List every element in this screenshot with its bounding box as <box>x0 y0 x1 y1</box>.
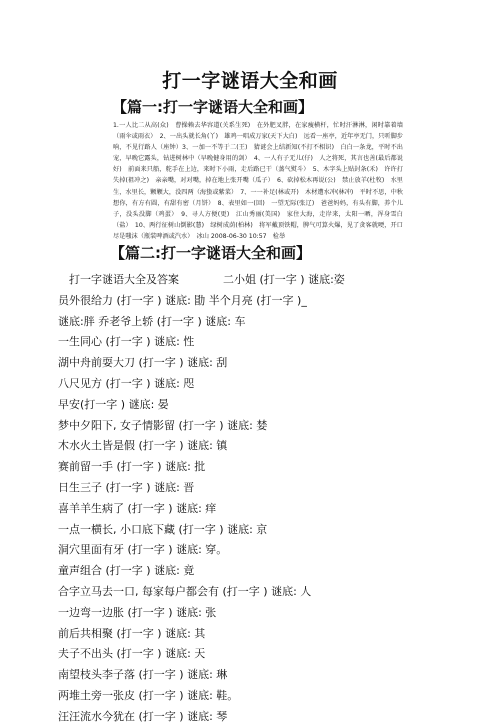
riddle-line: 八尺见方 (打一字 ) 谜底: 咫 <box>58 376 195 390</box>
riddle-list <box>58 270 398 728</box>
section-header-1: 【篇一:打一字谜语大全和画】 <box>112 98 313 116</box>
riddle-line: 合字立马去一口, 每家每户都会有 (打一字 ) 谜底: 人 <box>58 584 312 598</box>
riddle-line: 南望枝头李子落 (打一字 ) 谜底: 琳 <box>58 668 228 682</box>
riddle-line: 一生同心 (打一字 ) 谜底: 性 <box>58 335 195 349</box>
riddle-line: 童声组合 (打一字 ) 谜底: 竟 <box>58 564 195 578</box>
riddle-line: 日生三子 (打一字 ) 谜底: 晋 <box>58 480 195 494</box>
riddle-line: 打一字谜语大全及答案 二小姐 (打一字 ) 谜底:姿 <box>58 273 345 286</box>
section-1-paragraph: 1.一人比二从高(众) 曹操赖去华容道(关系生死) 在外肥叉胖，在家瘦横杆，忙时汗淋淋，闲时靠着墙（雨伞或雨衣） 2、一出头就长角(丫) 雄鸡一唱成万家(天下大白) 远看一座亭，近年亭无门，只听脚步响，不见行路人（座钟）3、一加一不等于二(王) 猜谜会上结新知(不打不相识) 白白一条龙，平时不出宠，早晚它露头，钻进树林中（早晚健身用的剑） 4、一人有子无儿(仔) 人之将死，其言也善(最后都说好) 前面来只船，舵手在上边，来时下小雨，走后路已干（蒸气熨斗） 5、木字头上贴封条(禾) 许许打失掉(祖冲之) 亲亲嘴，对对嘴，掉在地上张开嘴（瓜子） 6、砍掉松木再说(公) 禁止放羊(杜牧) 水里生，水里长，颗颗大，没四两（海蛰或紫菜） 7、一一补足(林或开) 木材遭水冲(林冲) 平时不思，中秋想你，有方有圆，有甜有密（月饼） 8、表里如一(回) 一望无际(张辽) 爸爸妈妈，有头有脚，养个儿子，没头没脚（鸡蛋） 9、寻人方便(更) 江山秀丽(美国) 家住大海，走岸来，太阳一晒，浑身雪白（盐） 10、两行征树山倒影(慧) 绿树成荫(柏林) 将军戴顶铁帽，脾气可算火爆，见了贪客就哽，开口尽是嗤沫（瓶装啤酒或汽水） 冰山 2008-06-30 10:57 检举 <box>113 122 403 240</box>
riddle-line: 木水火土皆是假 (打一字 ) 谜底: 镇 <box>58 439 228 453</box>
riddle-line: 夫子不出头 (打一字 ) 谜底: 天 <box>58 647 206 661</box>
riddle-line: 梦中夕阳下, 女子情影留 (打一字 ) 谜底: 婪 <box>58 418 268 432</box>
riddle-line: 汪汪流水今犹在 (打一字 ) 谜底: 琴 <box>58 709 228 723</box>
riddle-line: 一边弯一边胀 (打一字 ) 谜底: 张 <box>58 605 217 619</box>
riddle-line: 湖中舟前耍大刀 (打一字 ) 谜底: 刮 <box>58 356 228 370</box>
riddle-line: 赛前留一手 (打一字 ) 谜底: 批 <box>58 460 206 474</box>
riddle-line: 喜羊羊生病了 (打一字 ) 谜底: 痒 <box>58 501 217 515</box>
riddle-line: 员外很给力 (打一字 ) 谜底: 勖 半个月亮 (打一字 )_ <box>58 293 307 307</box>
riddle-line: 早安(打一字 ) 谜底: 晏 <box>58 397 169 411</box>
riddle-line: 洞穴里面有牙 (打一字 ) 谜底: 穿。 <box>58 543 228 557</box>
riddle-line: 谜底:胖 乔老爷上轿 (打一字 ) 谜底: 车 <box>58 314 246 328</box>
riddle-line: 前后共相聚 (打一字 ) 谜底: 其 <box>58 626 206 640</box>
riddle-line: 两堆土旁一张皮 (打一字 ) 谜底: 鞋。 <box>58 688 239 702</box>
document-title: 打一字谜语大全和画 <box>162 70 338 92</box>
section-header-2: 【篇二:打一字谜语大全和画】 <box>110 244 311 262</box>
riddle-line: 一点一横长, 小口底下藏 (打一字 ) 谜底: 京 <box>58 522 268 536</box>
